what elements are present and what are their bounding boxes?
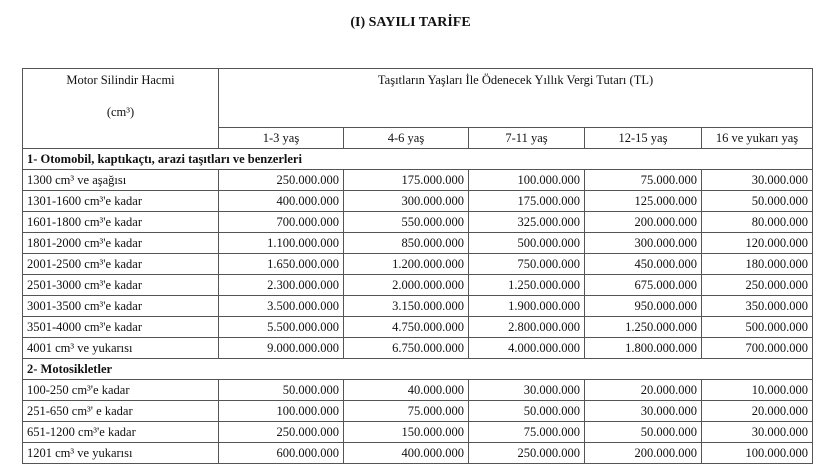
tax-amount-cell: 1.200.000.000 bbox=[344, 254, 469, 275]
tax-amount-cell: 150.000.000 bbox=[344, 422, 469, 443]
table-row bbox=[23, 443, 813, 464]
tax-amount-cell: 400.000.000 bbox=[219, 191, 344, 212]
tax-amount-cell: 250.000.000 bbox=[219, 170, 344, 191]
tax-amount-cell: 675.000.000 bbox=[585, 275, 702, 296]
tax-amount-cell: 700.000.000 bbox=[219, 212, 344, 233]
engine-volume-cell: 251-650 cm³' e kadar bbox=[23, 401, 219, 422]
tax-amount-cell: 250.000.000 bbox=[702, 275, 813, 296]
table-row bbox=[23, 191, 813, 212]
tax-amount-cell: 100.000.000 bbox=[469, 170, 585, 191]
tax-amount-cell: 30.000.000 bbox=[469, 380, 585, 401]
tax-amount-cell: 10.000.000 bbox=[702, 380, 813, 401]
tax-amount-cell: 200.000.000 bbox=[585, 212, 702, 233]
tax-amount-cell: 100.000.000 bbox=[219, 401, 344, 422]
age-column-header: 1-3 yaş bbox=[219, 128, 344, 149]
tax-amount-cell: 2.000.000.000 bbox=[344, 275, 469, 296]
section-row bbox=[23, 359, 813, 380]
table-row bbox=[23, 380, 813, 401]
tax-amount-cell: 80.000.000 bbox=[702, 212, 813, 233]
annual-tax-header: Taşıtların Yaşları İle Ödenecek Yıllık Vergi Tutarı (TL) bbox=[219, 69, 813, 128]
tax-amount-cell: 75.000.000 bbox=[469, 422, 585, 443]
tax-amount-cell: 250.000.000 bbox=[219, 422, 344, 443]
tax-amount-cell: 500.000.000 bbox=[469, 233, 585, 254]
tax-amount-cell: 325.000.000 bbox=[469, 212, 585, 233]
tax-amount-cell: 175.000.000 bbox=[344, 170, 469, 191]
tax-amount-cell: 1.250.000.000 bbox=[585, 317, 702, 338]
tax-amount-cell: 750.000.000 bbox=[469, 254, 585, 275]
engine-volume-cell: 100-250 cm³'e kadar bbox=[23, 380, 219, 401]
engine-volume-cell: 3001-3500 cm³'e kadar bbox=[23, 296, 219, 317]
tax-amount-cell: 50.000.000 bbox=[469, 401, 585, 422]
tax-amount-cell: 600.000.000 bbox=[219, 443, 344, 464]
tax-amount-cell: 2.800.000.000 bbox=[469, 317, 585, 338]
engine-volume-cell: 2501-3000 cm³'e kadar bbox=[23, 275, 219, 296]
tax-amount-cell: 30.000.000 bbox=[585, 401, 702, 422]
tax-amount-cell: 250.000.000 bbox=[469, 443, 585, 464]
document-title: (I) SAYILI TARİFE bbox=[350, 15, 471, 30]
tax-amount-cell: 180.000.000 bbox=[702, 254, 813, 275]
engine-volume-header-label: Motor Silindir Hacmi bbox=[66, 73, 175, 87]
tax-amount-cell: 4.750.000.000 bbox=[344, 317, 469, 338]
engine-volume-cell: 1301-1600 cm³'e kadar bbox=[23, 191, 219, 212]
engine-volume-header bbox=[23, 69, 219, 149]
tax-amount-cell: 3.500.000.000 bbox=[219, 296, 344, 317]
tax-amount-cell: 75.000.000 bbox=[344, 401, 469, 422]
tax-amount-cell: 30.000.000 bbox=[702, 422, 813, 443]
engine-volume-cell: 1601-1800 cm³'e kadar bbox=[23, 212, 219, 233]
tax-amount-cell: 30.000.000 bbox=[702, 170, 813, 191]
tax-amount-cell: 450.000.000 bbox=[585, 254, 702, 275]
age-column-header: 16 ve yukarı yaş bbox=[702, 128, 813, 149]
age-column-header: 4-6 yaş bbox=[344, 128, 469, 149]
engine-volume-cell: 651-1200 cm³'e kadar bbox=[23, 422, 219, 443]
engine-volume-cell: 3501-4000 cm³'e kadar bbox=[23, 317, 219, 338]
tax-amount-cell: 1.650.000.000 bbox=[219, 254, 344, 275]
tax-amount-cell: 850.000.000 bbox=[344, 233, 469, 254]
tax-amount-cell: 50.000.000 bbox=[702, 191, 813, 212]
tax-amount-cell: 50.000.000 bbox=[585, 422, 702, 443]
table-row bbox=[23, 275, 813, 296]
tax-table-body bbox=[23, 69, 813, 464]
tax-amount-cell: 1.900.000.000 bbox=[469, 296, 585, 317]
section-title: 1- Otomobil, kaptıkaçtı, arazi taşıtları ve benzerleri bbox=[23, 149, 813, 170]
tax-amount-cell: 500.000.000 bbox=[702, 317, 813, 338]
table-row bbox=[23, 317, 813, 338]
header-row bbox=[23, 69, 813, 128]
tax-amount-cell: 125.000.000 bbox=[585, 191, 702, 212]
tax-amount-cell: 6.750.000.000 bbox=[344, 338, 469, 359]
tax-amount-cell: 40.000.000 bbox=[344, 380, 469, 401]
engine-volume-cell: 1801-2000 cm³'e kadar bbox=[23, 233, 219, 254]
tax-amount-cell: 1.800.000.000 bbox=[585, 338, 702, 359]
section-title: 2- Motosikletler bbox=[23, 359, 813, 380]
tax-amount-cell: 2.300.000.000 bbox=[219, 275, 344, 296]
engine-volume-cell: 1300 cm³ ve aşağısı bbox=[23, 170, 219, 191]
tax-amount-cell: 550.000.000 bbox=[344, 212, 469, 233]
table-row bbox=[23, 233, 813, 254]
tax-amount-cell: 300.000.000 bbox=[344, 191, 469, 212]
engine-volume-unit: (cm³) bbox=[106, 105, 135, 119]
tax-amount-cell: 3.150.000.000 bbox=[344, 296, 469, 317]
tax-amount-cell: 175.000.000 bbox=[469, 191, 585, 212]
tax-amount-cell: 75.000.000 bbox=[585, 170, 702, 191]
table-row bbox=[23, 338, 813, 359]
table-row bbox=[23, 401, 813, 422]
tax-amount-cell: 4.000.000.000 bbox=[469, 338, 585, 359]
age-column-header: 7-11 yaş bbox=[469, 128, 585, 149]
table-row bbox=[23, 296, 813, 317]
engine-volume-cell: 4001 cm³ ve yukarısı bbox=[23, 338, 219, 359]
tax-amount-cell: 50.000.000 bbox=[219, 380, 344, 401]
tax-amount-cell: 350.000.000 bbox=[702, 296, 813, 317]
table-row bbox=[23, 212, 813, 233]
table-row bbox=[23, 170, 813, 191]
table-row bbox=[23, 254, 813, 275]
engine-volume-cell: 2001-2500 cm³'e kadar bbox=[23, 254, 219, 275]
tax-amount-cell: 100.000.000 bbox=[702, 443, 813, 464]
tax-amount-cell: 700.000.000 bbox=[702, 338, 813, 359]
engine-volume-cell: 1201 cm³ ve yukarısı bbox=[23, 443, 219, 464]
tax-amount-cell: 5.500.000.000 bbox=[219, 317, 344, 338]
tax-amount-cell: 1.250.000.000 bbox=[469, 275, 585, 296]
tax-amount-cell: 1.100.000.000 bbox=[219, 233, 344, 254]
tax-table bbox=[22, 68, 813, 464]
tax-amount-cell: 950.000.000 bbox=[585, 296, 702, 317]
tax-amount-cell: 120.000.000 bbox=[702, 233, 813, 254]
tax-amount-cell: 400.000.000 bbox=[344, 443, 469, 464]
tax-amount-cell: 20.000.000 bbox=[585, 380, 702, 401]
tax-amount-cell: 9.000.000.000 bbox=[219, 338, 344, 359]
age-column-header: 12-15 yaş bbox=[585, 128, 702, 149]
table-row bbox=[23, 422, 813, 443]
tax-amount-cell: 200.000.000 bbox=[585, 443, 702, 464]
section-row bbox=[23, 149, 813, 170]
tax-amount-cell: 20.000.000 bbox=[702, 401, 813, 422]
tax-amount-cell: 300.000.000 bbox=[585, 233, 702, 254]
